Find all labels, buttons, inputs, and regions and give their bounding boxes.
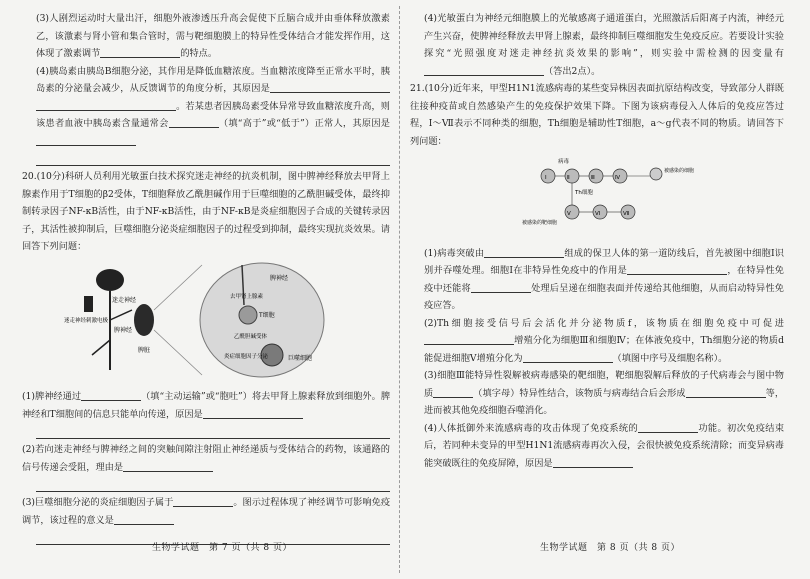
ach-receptor-label: 乙酰胆碱受体 <box>234 333 268 340</box>
answer-blank[interactable] <box>270 82 390 93</box>
infected-cell-label: 被感染的细胞 <box>664 168 695 174</box>
vagus-label: 迷走神经 <box>112 296 137 304</box>
answer-blank[interactable] <box>203 408 303 419</box>
answer-blank[interactable] <box>36 135 136 146</box>
answer-line[interactable] <box>36 478 390 492</box>
cytokine-label: 炎症细胞因子分泌 <box>224 353 269 360</box>
q19-part4: (4)胰岛素由胰岛B细胞分泌，其作用是降低血糖浓度。当血糖浓度降至正常水平时，胰岛素的分泌量会减少，从反馈调节的角度分析，其原因是。若某患者因胰岛素受体异常导致血糖浓度升高，则该患者血液中胰岛素含量通常会 （填“高于”或“低于”）正常人，其原因是 <box>22 63 390 151</box>
cell-3-label: Ⅲ <box>591 175 595 181</box>
answer-blank[interactable] <box>424 334 514 345</box>
answer-blank[interactable] <box>424 65 544 76</box>
answer-blank[interactable] <box>638 422 698 433</box>
t-cell-label: T细胞 <box>259 311 275 319</box>
th-cell-label: Th细胞 <box>575 190 593 196</box>
q21-part1: (1)病毒突破由 组成的保卫人体的第一道防线后，首先被图中细胞Ⅰ识别并吞噬处理。细胞Ⅰ在非特异性免疫中的作用是 ，在特异性免疫中还能将 处理后呈递在细胞表面并传递给其他细胞，从而启动特异性免疫应答。 <box>424 247 784 311</box>
answer-blank[interactable] <box>433 387 473 398</box>
answer-blank[interactable] <box>553 457 633 468</box>
vagus-nerve-figure <box>62 260 390 387</box>
q20-part4: (4)光敏蛋白为神经元细胞膜上的光敏感离子通道蛋白，光照激活后阳离子内流，神经元产生兴奋，使脾神经释放去甲肾上腺素，最终抑制巨噬细胞发生免疫反应。若要设计实验探究“光照强度对迷走神经抗炎效果的影响”，则实验中需检测的因变量有（答出2点）。 <box>424 13 784 77</box>
q21-part3: (3)细胞Ⅲ能特异性裂解被病毒感染的靶细胞，靶细胞裂解后释放的子代病毒会与图中物质 （填字母）特异性结合，该物质与病毒结合后会形成 等，进而被其他免疫细胞吞噬消化。 <box>424 370 785 416</box>
answer-blank[interactable] <box>169 117 219 128</box>
page-footer: 生物学试题 第 8 页（共 8 页） <box>540 542 680 553</box>
page-footer: 生物学试题 第 7 页（共 8 页） <box>152 542 292 553</box>
answer-blank[interactable] <box>484 247 564 258</box>
answer-blank[interactable] <box>523 352 613 363</box>
cell-7-label: Ⅶ <box>623 211 630 217</box>
immune-response-figure <box>520 154 784 243</box>
splenic-nerve-zoom-label: 脾神经 <box>270 274 289 282</box>
spleen-label: 脾脏 <box>138 346 151 354</box>
answer-blank[interactable] <box>686 387 766 398</box>
answer-blank[interactable] <box>471 282 531 293</box>
answer-blank[interactable] <box>36 100 176 111</box>
answer-blank[interactable] <box>173 496 233 507</box>
answer-blank[interactable] <box>114 514 174 525</box>
q21-part4: (4)人体抵御外来流感病毒的攻击体现了免疫系统的 功能。初次免疫结束后，若同种未变异的甲型H1N1流感病毒再次入侵，会很快被免疫系统清除；而变异病毒能突破既往的免疫屏障，原因是 <box>424 422 785 469</box>
cell-5-label: Ⅴ <box>567 211 571 217</box>
cell-6-label: Ⅵ <box>595 211 601 217</box>
virus-label: 病毒 <box>558 159 570 165</box>
cell-2-label: Ⅱ <box>567 175 570 181</box>
page-7 <box>0 0 400 579</box>
q21-stem: 21.(10分)近年来，甲型H1N1流感病毒的某些变异株因表面抗原结构改变，导致部分人群既往接种疫苗或自然感染产生的免疫保护效果下降。下图为该病毒侵入人体后的免疫应答过程，Ⅰ～Ⅶ表示不同种类的细胞，Th细胞是辅助性T细胞，a～g代表不同的物质。请回答下列问题： <box>410 83 784 147</box>
q20-part1: (1)脾神经通过 （填“主动运输”或“胞吐”）将去甲肾上腺素释放到细胞外。脾神经和T细胞间的信息只能单向传递，原因是 <box>22 391 391 420</box>
answer-line[interactable] <box>36 152 390 166</box>
page-8 <box>400 0 800 579</box>
macrophage-label: 巨噬细胞 <box>288 354 313 362</box>
splenic-nerve-label: 脾神经 <box>114 326 133 334</box>
electrode-label: 迷走神经刺激电极 <box>64 317 109 324</box>
q20-part2: (2)若向迷走神经与脾神经之间的突触间隙注射阻止神经递质与受体结合的药物，该通路的信号传递会受阻，理由是 <box>22 444 390 473</box>
q19-part3: (3)人剧烈运动时大量出汗，细胞外液渗透压升高会促使下丘脑合成并由垂体释放激素乙，该激素与肾小管和集合管时，需与靶细胞膜上的特异性受体结合才能发挥作用，这体现了激素调节 的特点。 <box>36 13 390 59</box>
answer-blank[interactable] <box>123 461 213 472</box>
q20-stem: 20.(10分)科研人员利用光敏蛋白技术探究迷走神经的抗炎机制，图中脾神经释放去甲肾上腺素作用于T细胞的β2受体，T细胞释放乙酰胆碱作用于巨噬细胞的乙酰胆碱受体，最终抑制转录因子NF-κB活性，由于NF-κB活性，由于NF-κB是炎症细胞因子合成的关键转录因子，其活性被抑制后，巨噬细胞分泌炎症细胞因子的过程受到抑制，最终实现抗炎效果。请回答下列问题： <box>22 171 390 252</box>
cell-4-label: Ⅳ <box>615 175 621 181</box>
target-cell-label: 被感染的靶细胞 <box>522 220 558 226</box>
answer-blank[interactable] <box>627 264 727 275</box>
answer-blank[interactable] <box>100 47 180 58</box>
q21-part2: (2)Th细胞接受信号后会活化并分泌物质f，该物质在细胞免疫中可促进增殖分化为细胞Ⅲ和细胞Ⅳ；在体液免疫中，Th细胞分泌的物质d能促进细胞Ⅴ增殖分化为 （填图中序号及细胞名称）。 <box>424 317 784 364</box>
q20-part3: (3)巨噬细胞分泌的炎症细胞因子属于 。图示过程体现了神经调节可影响免疫调节，该过程的意义是 <box>22 497 391 526</box>
answer-blank[interactable] <box>81 390 141 401</box>
norepinephrine-label: 去甲肾上腺素 <box>230 293 264 300</box>
cell-1-label: Ⅰ <box>545 175 547 181</box>
answer-line[interactable] <box>36 425 390 439</box>
